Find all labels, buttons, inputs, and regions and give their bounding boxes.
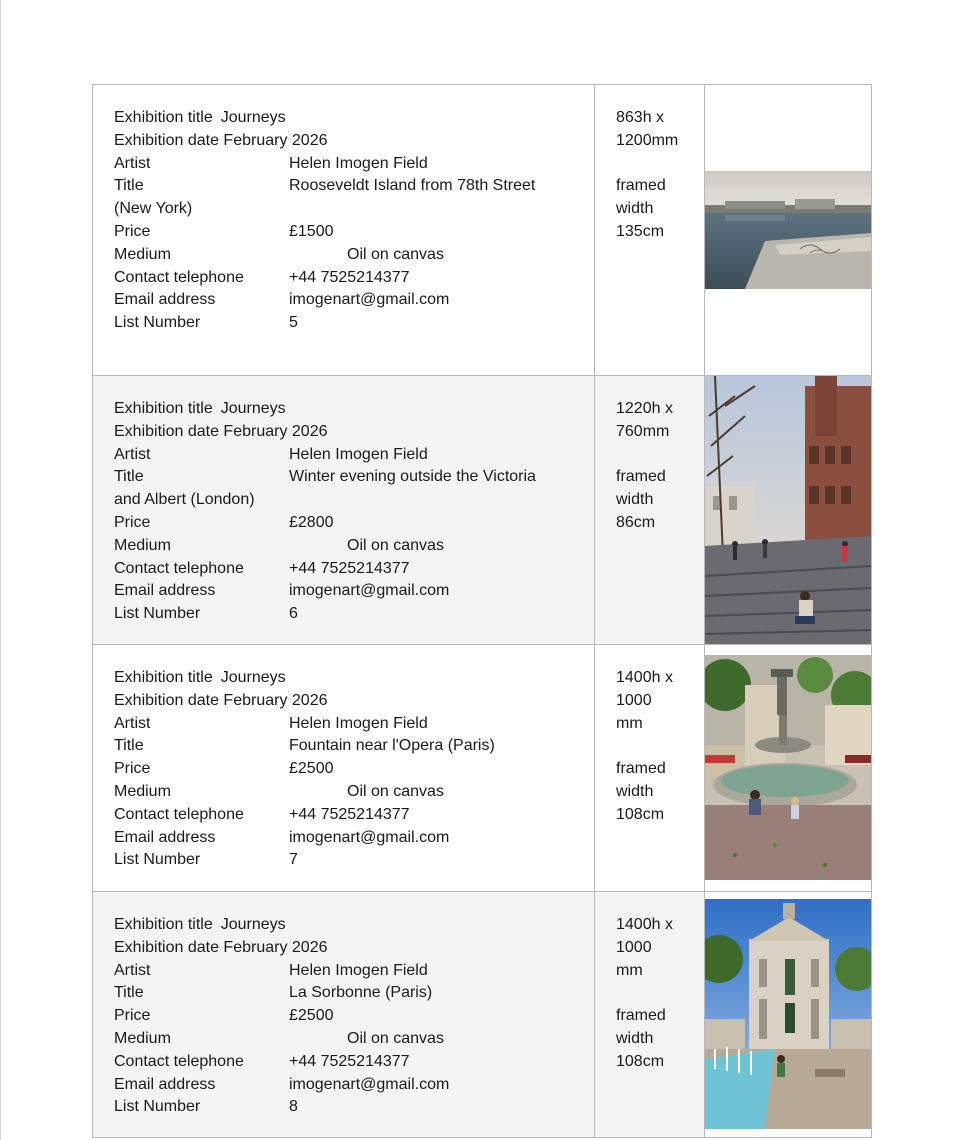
page-edge bbox=[0, 0, 1, 1140]
exhibition-title-value: Journeys bbox=[220, 109, 286, 126]
contact-telephone-label: Contact telephone bbox=[114, 268, 244, 286]
title-label: Title bbox=[114, 737, 144, 755]
size-cell bbox=[595, 85, 705, 376]
list-number-label: List Number bbox=[114, 1098, 201, 1116]
medium-value: Oil on canvas bbox=[347, 1029, 444, 1047]
artist-value: Helen Imogen Field bbox=[289, 445, 428, 463]
info-cell bbox=[93, 645, 595, 892]
email-label: Email address bbox=[114, 828, 216, 846]
size-line: 86cm bbox=[616, 513, 656, 531]
info-cell bbox=[93, 376, 595, 645]
artist-label: Artist bbox=[114, 445, 151, 463]
title-label: Title bbox=[114, 468, 144, 486]
exhibition-title-value: Journeys bbox=[220, 916, 286, 933]
table-row bbox=[93, 645, 872, 892]
artist-label: Artist bbox=[114, 714, 151, 732]
size-line: framed bbox=[616, 760, 666, 778]
title-value: Winter evening outside the Victoria bbox=[289, 468, 536, 486]
table-row bbox=[93, 892, 872, 1138]
size-line: 760mm bbox=[616, 422, 670, 440]
contact-telephone-label: Contact telephone bbox=[114, 1052, 244, 1070]
list-number-label: List Number bbox=[114, 605, 201, 623]
medium-value: Oil on canvas bbox=[347, 782, 444, 800]
price-label: Price bbox=[114, 222, 151, 240]
size-cell bbox=[595, 892, 705, 1138]
size-line: 863h x bbox=[616, 109, 665, 126]
list-number-value: 7 bbox=[289, 851, 298, 869]
painting-street-scene-icon bbox=[705, 376, 871, 644]
size-line: 1220h x bbox=[616, 400, 673, 417]
size-line: 1400h x bbox=[616, 669, 673, 686]
size-line: 1400h x bbox=[616, 916, 673, 933]
size-line: 108cm bbox=[616, 1052, 665, 1070]
image-cell bbox=[705, 892, 872, 1138]
image-cell bbox=[705, 645, 872, 892]
email-value: imogenart@gmail.com bbox=[289, 1075, 450, 1093]
contact-telephone-value: +44 7525214377 bbox=[289, 805, 410, 823]
size-line: width bbox=[616, 491, 654, 509]
size-line: framed bbox=[616, 177, 666, 195]
size-line: width bbox=[616, 782, 654, 800]
contact-telephone-label: Contact telephone bbox=[114, 559, 244, 577]
list-number-value: 5 bbox=[289, 314, 298, 332]
exhibition-date-value: February 2026 bbox=[223, 422, 328, 440]
artist-label: Artist bbox=[114, 961, 151, 979]
size-cell bbox=[595, 376, 705, 645]
size-line: 1000 bbox=[616, 938, 652, 956]
artwork-listing-table bbox=[92, 84, 872, 1138]
info-cell bbox=[93, 85, 595, 376]
contact-telephone-value: +44 7525214377 bbox=[289, 1052, 410, 1070]
title-value-continued: (New York) bbox=[114, 200, 193, 218]
exhibition-title-label: Exhibition title bbox=[114, 916, 213, 933]
email-label: Email address bbox=[114, 582, 216, 600]
medium-label: Medium bbox=[114, 245, 171, 263]
table-row bbox=[93, 376, 872, 645]
email-value: imogenart@gmail.com bbox=[289, 828, 450, 846]
size-line: width bbox=[616, 200, 654, 218]
size-line: 1000 bbox=[616, 691, 652, 709]
price-label: Price bbox=[114, 1007, 151, 1025]
price-label: Price bbox=[114, 513, 151, 531]
size-line bbox=[616, 444, 704, 467]
table-row bbox=[93, 85, 872, 376]
exhibition-date-value: February 2026 bbox=[223, 131, 328, 149]
size-line: 135cm bbox=[616, 222, 665, 240]
exhibition-date-label: Exhibition date bbox=[114, 691, 219, 709]
exhibition-date-value: February 2026 bbox=[223, 691, 328, 709]
medium-label: Medium bbox=[114, 536, 171, 554]
size-line: mm bbox=[616, 961, 643, 979]
info-cell bbox=[93, 892, 595, 1138]
exhibition-title-label: Exhibition title bbox=[114, 109, 213, 126]
artist-value: Helen Imogen Field bbox=[289, 961, 428, 979]
image-cell bbox=[705, 376, 872, 645]
painting-fountain-icon bbox=[705, 655, 871, 880]
artist-label: Artist bbox=[114, 154, 151, 172]
size-line bbox=[616, 735, 704, 758]
exhibition-title-value: Journeys bbox=[220, 669, 286, 686]
medium-value: Oil on canvas bbox=[347, 245, 444, 263]
size-line: 1200mm bbox=[616, 131, 679, 149]
exhibition-title-label: Exhibition title bbox=[114, 400, 213, 417]
contact-telephone-label: Contact telephone bbox=[114, 805, 244, 823]
size-line bbox=[616, 982, 704, 1005]
title-label: Title bbox=[114, 984, 144, 1002]
list-number-label: List Number bbox=[114, 314, 201, 332]
size-line: framed bbox=[616, 1007, 666, 1025]
exhibition-title-label: Exhibition title bbox=[114, 669, 213, 686]
title-value: Fountain near l'Opera (Paris) bbox=[289, 737, 495, 755]
title-value-continued: and Albert (London) bbox=[114, 491, 255, 509]
price-label: Price bbox=[114, 760, 151, 778]
contact-telephone-value: +44 7525214377 bbox=[289, 268, 410, 286]
price-value: £1500 bbox=[289, 222, 334, 240]
email-value: imogenart@gmail.com bbox=[289, 291, 450, 309]
size-line: 108cm bbox=[616, 805, 665, 823]
painting-river-view-icon bbox=[705, 171, 871, 289]
medium-value: Oil on canvas bbox=[347, 536, 444, 554]
artist-value: Helen Imogen Field bbox=[289, 154, 428, 172]
artist-value: Helen Imogen Field bbox=[289, 714, 428, 732]
email-label: Email address bbox=[114, 1075, 216, 1093]
title-value: Rooseveldt Island from 78th Street bbox=[289, 177, 536, 195]
exhibition-date-label: Exhibition date bbox=[114, 938, 219, 956]
title-value: La Sorbonne (Paris) bbox=[289, 984, 433, 1002]
list-number-value: 6 bbox=[289, 605, 298, 623]
price-value: £2500 bbox=[289, 760, 334, 778]
size-line bbox=[616, 153, 704, 176]
exhibition-date-label: Exhibition date bbox=[114, 131, 219, 149]
size-line: width bbox=[616, 1029, 654, 1047]
price-value: £2500 bbox=[289, 1007, 334, 1025]
exhibition-date-label: Exhibition date bbox=[114, 422, 219, 440]
size-cell bbox=[595, 645, 705, 892]
medium-label: Medium bbox=[114, 1029, 171, 1047]
exhibition-date-value: February 2026 bbox=[223, 938, 328, 956]
list-number-value: 8 bbox=[289, 1098, 298, 1116]
contact-telephone-value: +44 7525214377 bbox=[289, 559, 410, 577]
price-value: £2800 bbox=[289, 513, 334, 531]
exhibition-title-value: Journeys bbox=[220, 400, 286, 417]
email-value: imogenart@gmail.com bbox=[289, 582, 450, 600]
email-label: Email address bbox=[114, 291, 216, 309]
size-line: mm bbox=[616, 714, 643, 732]
size-line: framed bbox=[616, 468, 666, 486]
image-cell bbox=[705, 85, 872, 376]
painting-sorbonne-icon bbox=[705, 899, 871, 1129]
list-number-label: List Number bbox=[114, 851, 201, 869]
title-label: Title bbox=[114, 177, 144, 195]
medium-label: Medium bbox=[114, 782, 171, 800]
